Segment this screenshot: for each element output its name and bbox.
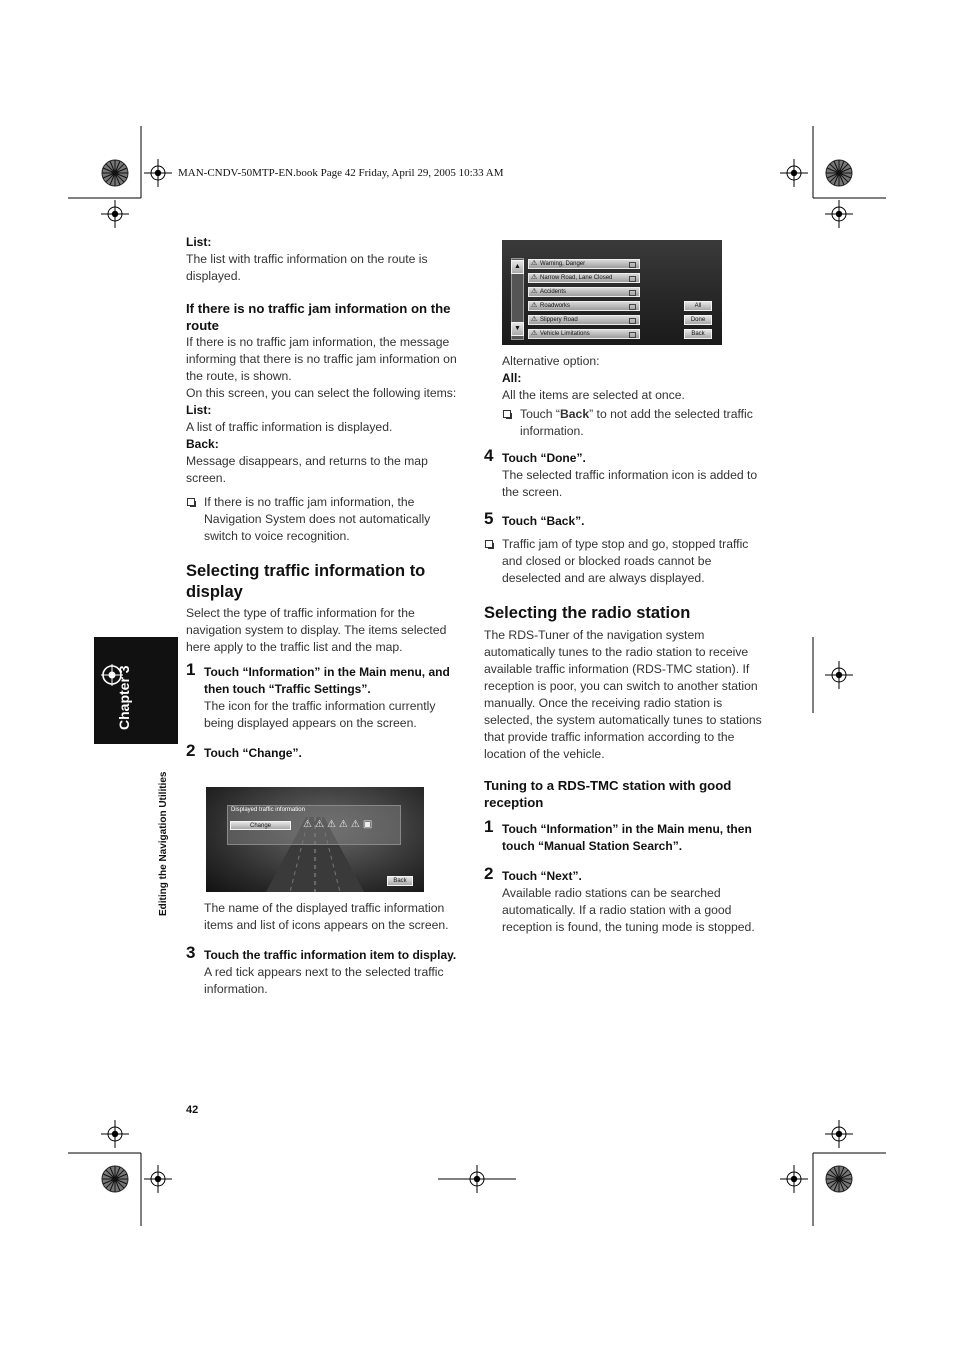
section-heading-radio: Selecting the radio station xyxy=(484,604,691,622)
list-label: List: xyxy=(186,235,212,249)
traffic-settings-screenshot xyxy=(206,787,424,892)
list2-text: A list of traffic information is displayed. xyxy=(186,420,393,434)
list-row-slippery[interactable]: ⚠ Slippery Road xyxy=(528,315,640,325)
step-text: The selected traffic information icon is added to the screen. xyxy=(502,468,758,499)
note-text: If there is no traffic jam information, the Navigation System does not automatically switch to voice recognition. xyxy=(204,495,431,543)
note-text: Traffic jam of type stop and go, stopped traffic and closed or blocked roads cannot be deselected and are always displayed. xyxy=(502,537,749,585)
back-button[interactable]: Back xyxy=(387,876,413,886)
step-number: 1 xyxy=(186,660,196,679)
step-number: 2 xyxy=(186,741,196,760)
warning-icon: ⚠ xyxy=(303,819,315,830)
back-button[interactable]: Back xyxy=(684,329,712,339)
step-title: Touch the traffic information item to display. xyxy=(204,948,457,962)
checkbox-bullet-icon xyxy=(503,410,511,418)
lane-closed-icon: ⚠ xyxy=(314,819,327,830)
scroll-down-icon[interactable]: ▼ xyxy=(511,322,524,336)
step-title: Touch “Next”. xyxy=(502,869,582,883)
note-bold-back: Back xyxy=(559,407,590,421)
sub-heading-rds: Tuning to a RDS-TMC station with good reception xyxy=(484,778,732,810)
right-column xyxy=(484,446,764,936)
traffic-list-screenshot xyxy=(502,240,722,345)
step-text: A red tick appears next to the selected traffic information. xyxy=(204,965,444,996)
after-screen-text: The name of the displayed traffic information items and list of icons appears on the screen. xyxy=(204,901,449,932)
on-screen-text: On this screen, you can select the following items: xyxy=(186,386,457,400)
left-column xyxy=(186,234,466,762)
chapter-label: Chapter 3 xyxy=(116,665,132,730)
step-2 xyxy=(186,741,466,762)
page-number: 42 xyxy=(186,1104,199,1116)
all-button[interactable]: All xyxy=(684,301,712,311)
section-text-radio: The RDS-Tuner of the navigation system automatically tunes to the radio station to receive available traffic information (RDS-TMC station). If reception is poor, you can switch to another station manually. Once the receiving radio station is selected, the system automatically tunes to stations that provide traffic information according to the location of the vehicle. xyxy=(484,628,762,761)
step-1 xyxy=(186,660,466,732)
note-traffic-jam xyxy=(484,536,764,587)
all-text: All the items are selected at once. xyxy=(502,388,685,402)
vehicle-limit-icon: ▣ xyxy=(362,819,376,830)
step-2-radio xyxy=(484,864,764,936)
step-title: Touch “Information” in the Main menu, then touch “Manual Station Search”. xyxy=(502,822,752,853)
step-title: Touch “Back”. xyxy=(502,514,585,528)
note-suffix: ” to not add the selected traffic information. xyxy=(520,407,753,438)
section-text-traffic: Select the type of traffic information for the navigation system to display. The items selected here apply to the traffic list and the map. xyxy=(186,606,447,654)
alternative-option: Alternative option: xyxy=(502,354,600,368)
done-button[interactable]: Done xyxy=(684,315,712,325)
panel-title: Displayed traffic information xyxy=(231,807,305,813)
step-number: 3 xyxy=(186,943,196,962)
note-no-voice xyxy=(186,494,466,545)
roadworks-icon: ⚠ xyxy=(338,819,351,830)
checkbox-bullet-icon xyxy=(485,540,493,548)
step-5 xyxy=(484,509,764,530)
note-prefix: Touch “ xyxy=(520,407,560,421)
note-back xyxy=(502,406,764,440)
section-heading-traffic: Selecting traffic information to display xyxy=(186,562,426,601)
step-title: Touch “Done”. xyxy=(502,451,586,465)
chapter-tab xyxy=(94,637,178,744)
back-text: Message disappears, and returns to the map screen. xyxy=(186,454,428,485)
scroll-up-icon[interactable]: ▲ xyxy=(511,260,524,274)
list2-label: List: xyxy=(186,403,212,417)
left-column-lower xyxy=(186,900,466,998)
no-jam-heading: If there is no traffic jam information on the route xyxy=(186,301,451,333)
step-number: 1 xyxy=(484,817,494,836)
no-jam-text: If there is no traffic jam information, the message informing that there is no traffic jam information on the route, is shown. xyxy=(186,335,457,383)
step-title: Touch “Information” in the Main menu, and then touch “Traffic Settings”. xyxy=(204,665,450,696)
right-column-upper xyxy=(502,353,764,440)
step-title: Touch “Change”. xyxy=(204,746,302,760)
list-row-warning[interactable]: ⚠ Warning, Danger xyxy=(528,259,640,269)
accident-icon: ⚠ xyxy=(326,819,339,830)
step-number: 5 xyxy=(484,509,494,528)
print-header: MAN-CNDV-50MTP-EN.book Page 42 Friday, April 29, 2005 10:33 AM xyxy=(178,167,504,179)
list-row-narrow-road[interactable]: ⚠ Narrow Road, Lane Closed xyxy=(528,273,640,283)
step-text: Available radio stations can be searched automatically. If a radio station with a good reception is found, the tuning mode is stopped. xyxy=(502,886,755,934)
change-button[interactable]: Change xyxy=(230,821,291,830)
step-3 xyxy=(186,943,466,998)
traffic-icons-row xyxy=(303,819,375,830)
checkbox-bullet-icon xyxy=(187,498,195,506)
step-text: The icon for the traffic information currently being displayed appears on the screen. xyxy=(204,699,436,730)
step-number: 2 xyxy=(484,864,494,883)
step-4 xyxy=(484,446,764,501)
step-number: 4 xyxy=(484,446,494,465)
back-label: Back: xyxy=(186,437,219,451)
all-label: All: xyxy=(502,371,522,385)
slippery-icon: ⚠ xyxy=(350,819,363,830)
list-row-roadworks[interactable]: ⚠ Roadworks xyxy=(528,301,640,311)
list-row-accidents[interactable]: ⚠ Accidents xyxy=(528,287,640,297)
step-1-radio xyxy=(484,817,764,855)
list-description: The list with traffic information on the route is displayed. xyxy=(186,252,428,283)
section-sidebar-label: Editing the Navigation Utilities xyxy=(158,771,169,916)
list-row-vehicle-limits[interactable]: ⚠ Vehicle Limitations xyxy=(528,329,640,339)
